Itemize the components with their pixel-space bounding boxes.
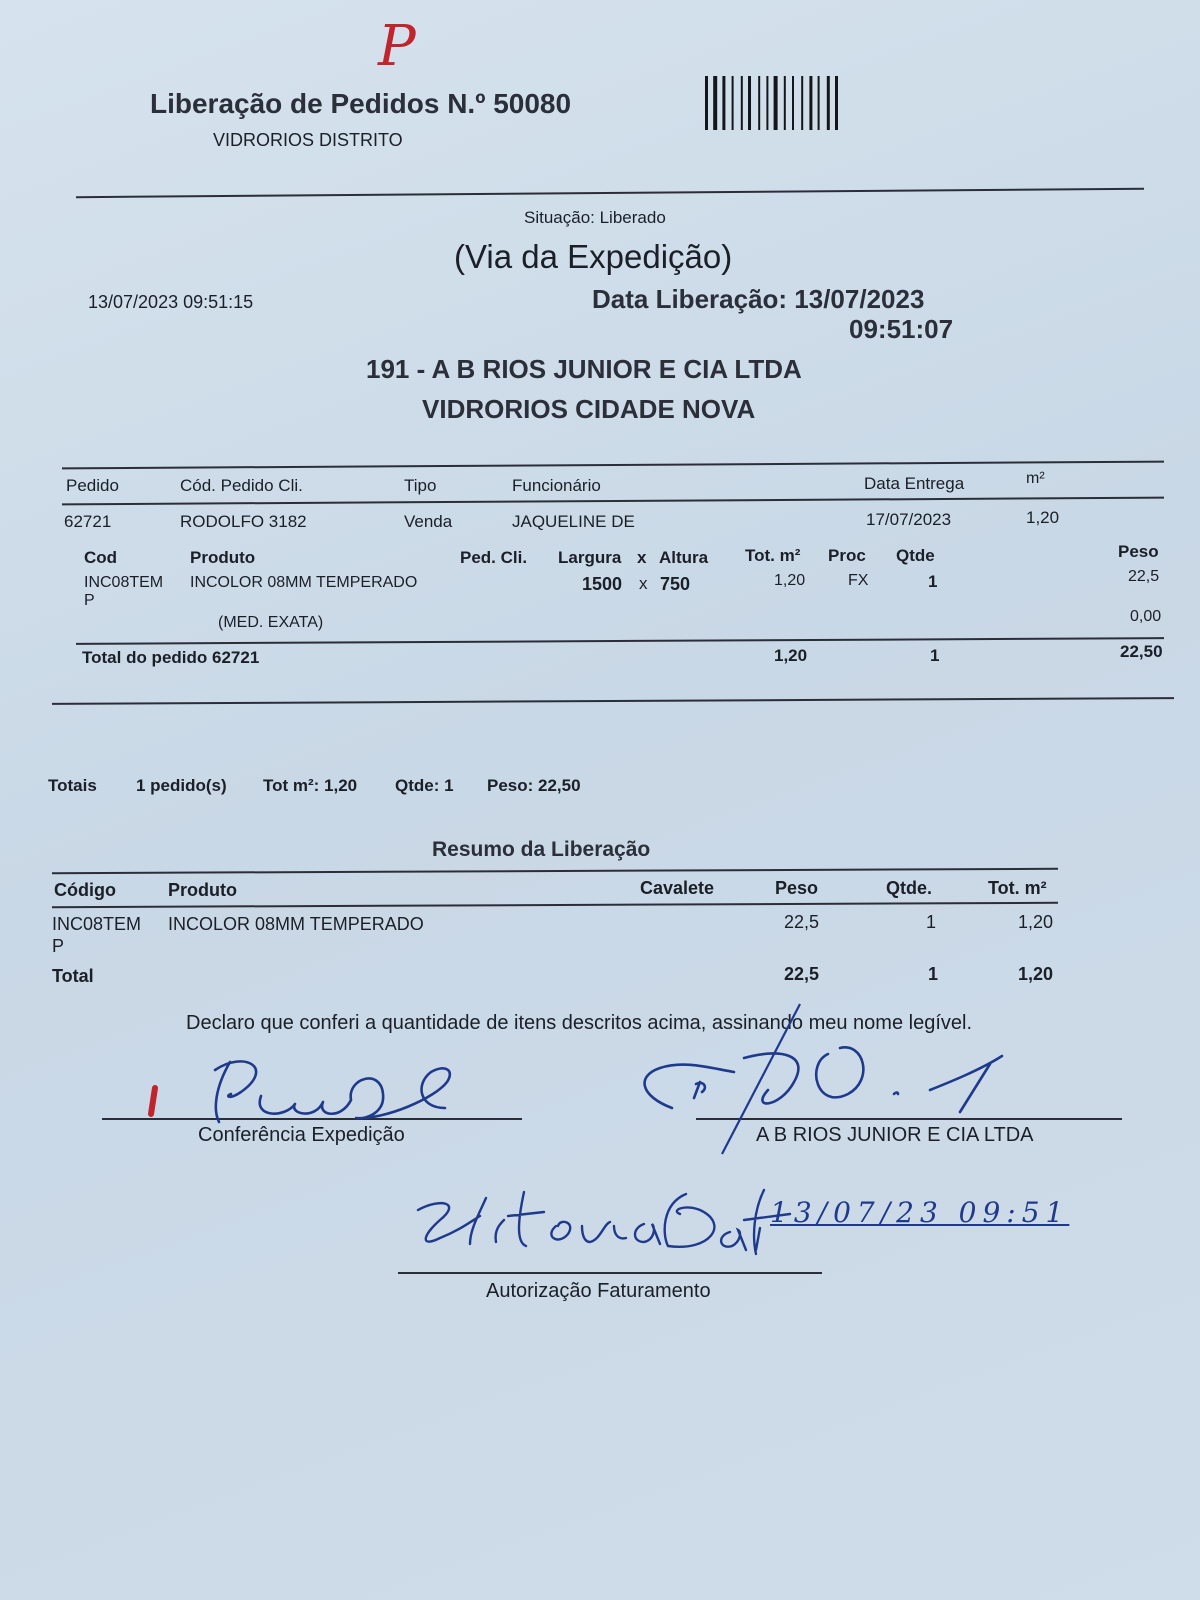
col-tipo: Tipo	[404, 476, 437, 495]
order-tipo: Venda	[404, 512, 453, 531]
order-total-m2: 1,20	[774, 646, 808, 665]
summary-qtde: 1	[926, 912, 937, 932]
order-table-top-line	[62, 461, 1164, 469]
summary-col-cavalete: Cavalete	[640, 878, 715, 898]
printed-timestamp: 13/07/2023 09:51:15	[88, 292, 254, 312]
totals-label: Totais	[48, 776, 97, 795]
item-cod: INC08TEM	[84, 574, 164, 591]
page-title: Liberação de Pedidos N.º 50080	[150, 88, 572, 119]
summary-codigo-wrap: P	[52, 936, 65, 956]
col-data-entrega: Data Entrega	[864, 474, 965, 493]
item-col-cod: Cod	[84, 548, 118, 567]
barcode	[705, 76, 895, 130]
summary-peso: 22,5	[784, 912, 820, 932]
col-m2: m²	[1026, 470, 1045, 487]
item-cod-wrap: P	[84, 592, 95, 609]
declaration-text: Declaro que conferi a quantidade de itens descritos acima, assinando meu nome legível.	[186, 1012, 973, 1034]
item-col-largura: Largura	[558, 548, 622, 567]
item-col-produto: Produto	[190, 548, 256, 567]
col-cod-cli: Cód. Pedido Cli.	[180, 476, 303, 495]
item-col-altura: Altura	[659, 548, 709, 567]
order-funcionario: JAQUELINE DE	[512, 512, 635, 531]
client-name: 191 - A B RIOS JUNIOR E CIA LTDA	[366, 354, 802, 384]
client-branch: VIDRORIOS CIDADE NOVA	[422, 394, 756, 424]
summary-tot-m2: 1,20	[1018, 912, 1054, 932]
totals-qtde: Qtde: 1	[395, 776, 454, 795]
item-col-ped-cli: Ped. Cli.	[460, 548, 528, 567]
item-col-tot-m2: Tot. m²	[745, 546, 801, 565]
item-qtde: 1	[928, 572, 938, 591]
order-total-peso: 22,50	[1120, 642, 1163, 661]
summary-total-qtde: 1	[928, 964, 939, 984]
status-label: Situação: Liberado	[524, 208, 666, 227]
item-produto: INCOLOR 08MM TEMPERADO	[190, 574, 418, 591]
summary-title: Resumo da Liberação	[432, 838, 651, 861]
order-m2: 1,20	[1026, 508, 1060, 527]
order-data-entrega: 17/07/2023	[866, 510, 952, 529]
order-table-bottom-line	[52, 697, 1174, 705]
item-tot-m2: 1,20	[774, 572, 806, 589]
item-col-qtde: Qtde	[896, 546, 935, 565]
col-pedido: Pedido	[66, 476, 119, 495]
summary-codigo: INC08TEM	[52, 914, 142, 934]
item-col-proc: Proc	[828, 546, 866, 565]
totals-pedidos: 1 pedido(s)	[136, 776, 227, 795]
handwritten-mark: P	[378, 14, 416, 79]
summary-col-produto: Produto	[168, 880, 237, 900]
col-funcionario: Funcionário	[512, 476, 601, 495]
summary-col-peso: Peso	[775, 878, 819, 898]
summary-total-m2: 1,20	[1018, 964, 1054, 984]
item-altura: 750	[660, 574, 691, 594]
summary-col-codigo: Código	[54, 880, 116, 900]
order-total-qtde: 1	[930, 646, 940, 665]
divider-top	[76, 188, 1144, 198]
item-proc: FX	[848, 572, 869, 589]
item-note-value: 0,00	[1130, 608, 1162, 625]
summary-col-qtde: Qtde.	[886, 878, 933, 898]
order-total-line	[76, 637, 1164, 644]
summary-top-line	[52, 868, 1058, 874]
summary-total-peso: 22,5	[784, 964, 820, 984]
signature-label-right: A B RIOS JUNIOR E CIA LTDA	[756, 1124, 1034, 1146]
summary-header-line	[52, 902, 1058, 908]
signature-label-left: Conferência Expedição	[198, 1124, 405, 1146]
signature-label-bottom: Autorização Faturamento	[486, 1280, 711, 1302]
totals-m2: Tot m²: 1,20	[263, 776, 358, 795]
item-col-x: x	[637, 548, 647, 567]
handwritten-date: 13/07/23 09:51	[770, 1196, 1070, 1229]
signature-left	[145, 1048, 485, 1138]
copy-label: (Via da Expedição)	[454, 238, 733, 275]
signature-bottom	[400, 1180, 780, 1290]
item-x: x	[639, 574, 648, 593]
order-pedido: 62721	[64, 512, 112, 531]
company-subtitle: VIDRORIOS DISTRITO	[213, 130, 403, 150]
order-total-label: Total do pedido 62721	[82, 648, 260, 667]
item-peso: 22,5	[1128, 568, 1160, 585]
signature-right	[630, 998, 1030, 1158]
totals-peso: Peso: 22,50	[487, 776, 581, 795]
summary-total-label: Total	[52, 966, 94, 986]
summary-col-tot-m2: Tot. m²	[988, 878, 1047, 898]
release-time: 09:51:07	[849, 314, 954, 344]
item-largura: 1500	[582, 574, 623, 594]
release-date: Data Liberação: 13/07/2023	[592, 284, 925, 314]
summary-produto: INCOLOR 08MM TEMPERADO	[168, 914, 424, 934]
order-header-line	[62, 497, 1164, 505]
item-col-peso: Peso	[1118, 542, 1159, 561]
item-note: (MED. EXATA)	[218, 614, 324, 631]
order-cod-cli: RODOLFO 3182	[180, 512, 307, 531]
